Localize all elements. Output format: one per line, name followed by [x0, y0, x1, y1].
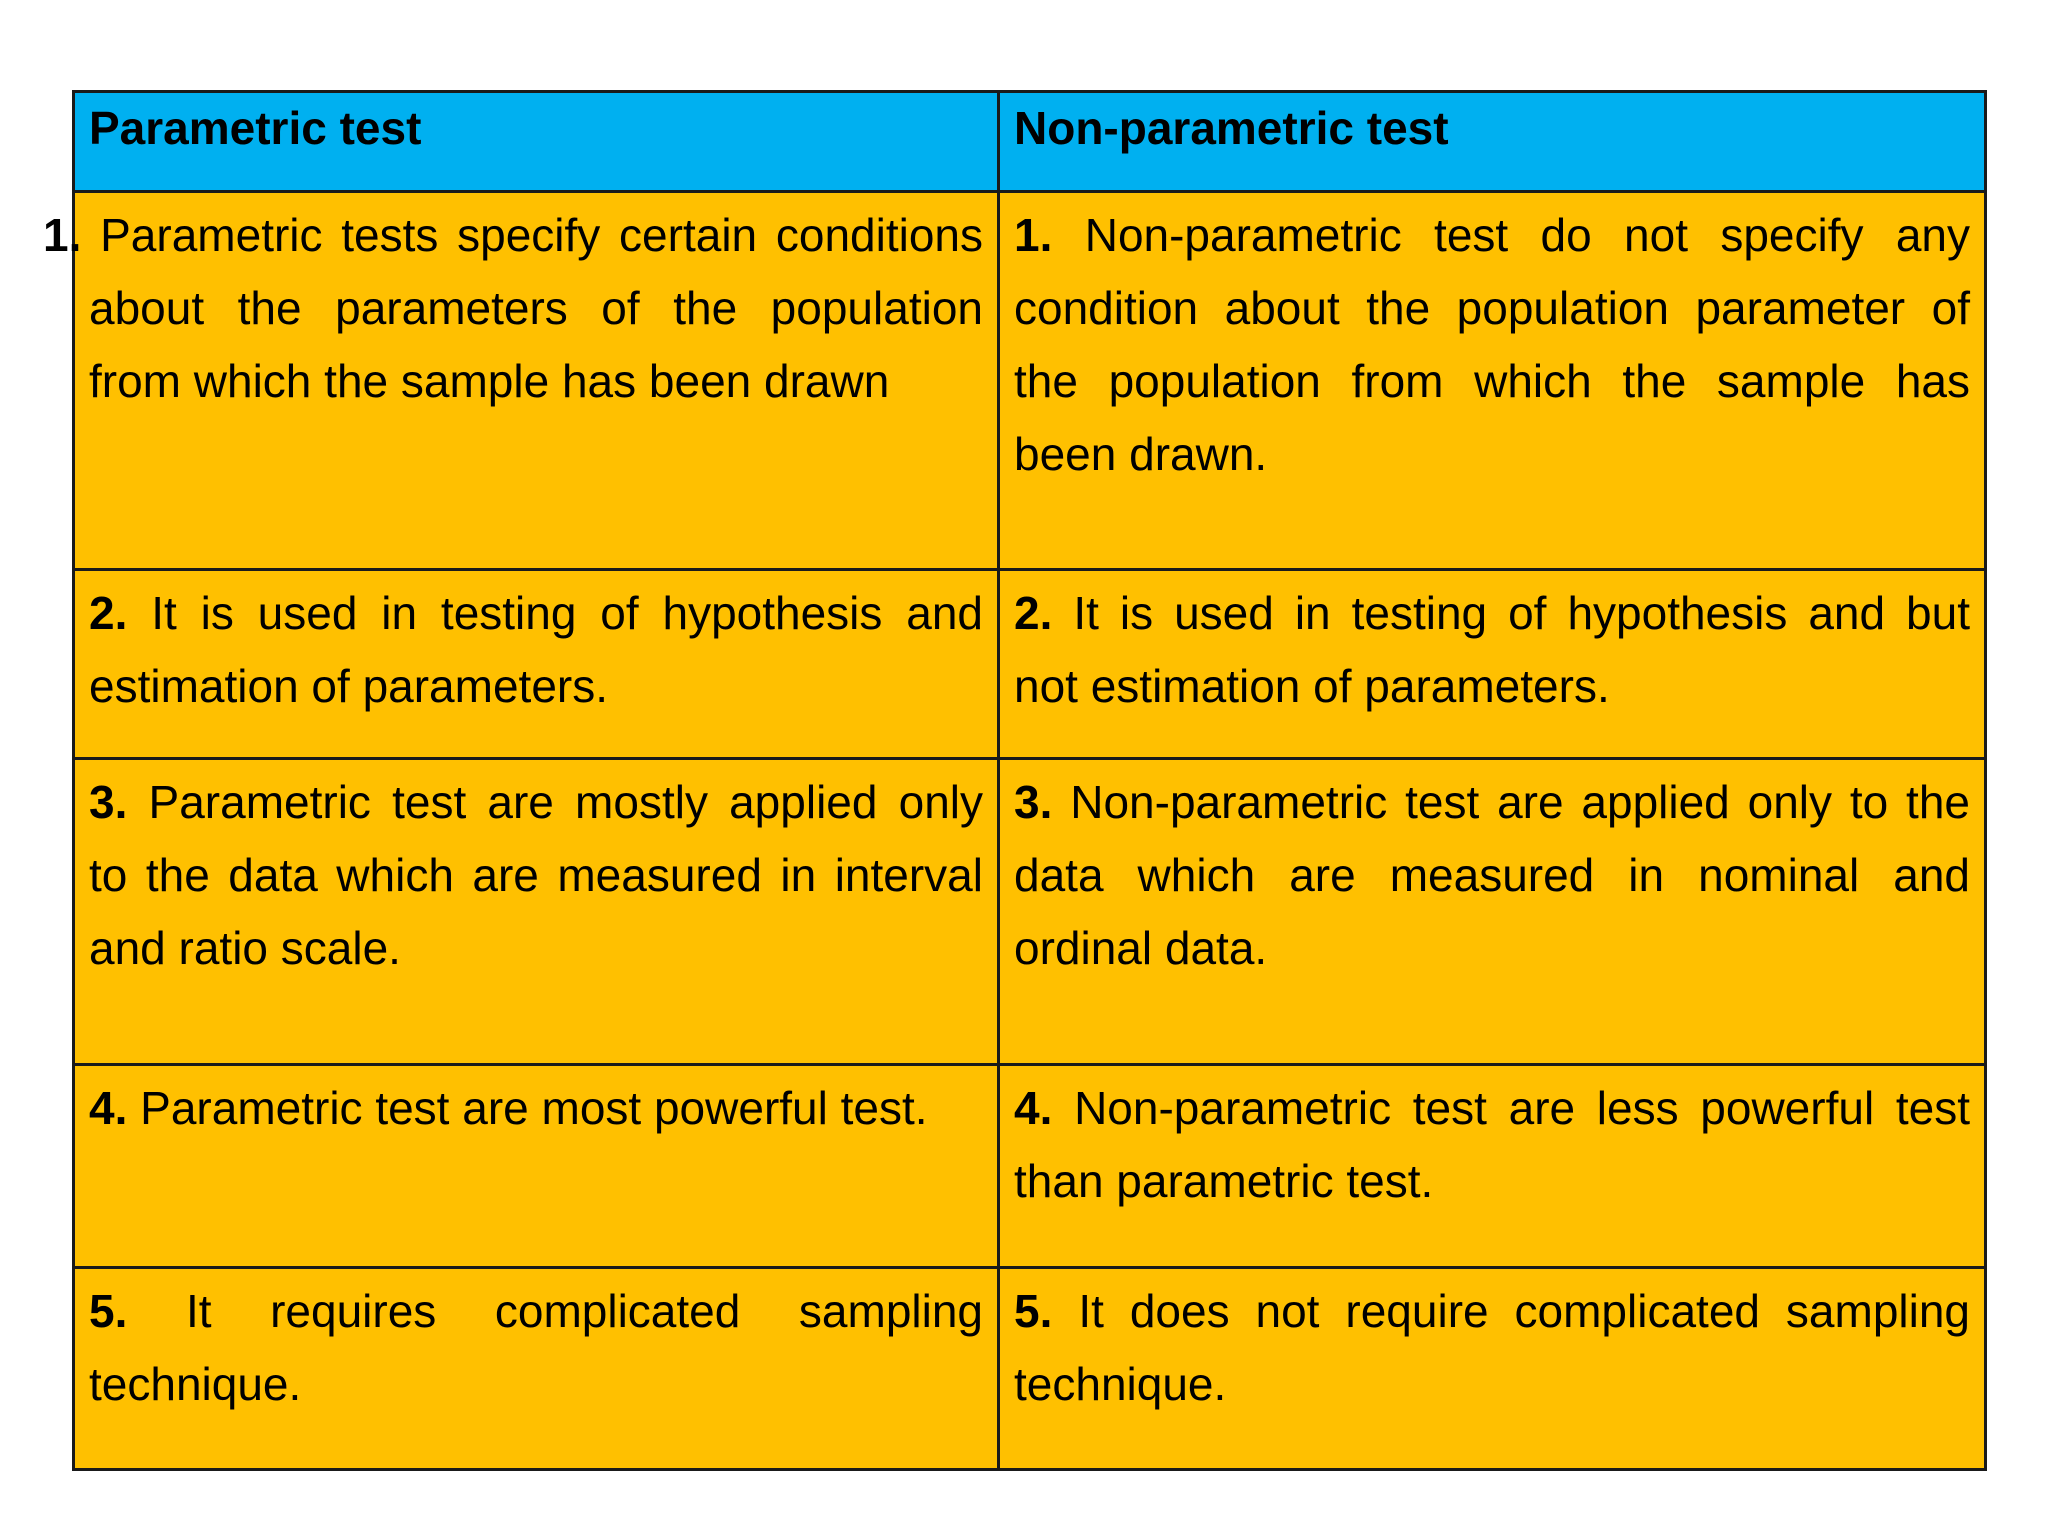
parametric-cell — [74, 1065, 999, 1268]
item-number: 1. — [1014, 209, 1053, 261]
parametric-cell — [43, 192, 999, 570]
header-parametric-test: Parametric test — [74, 92, 999, 192]
item-number: 3. — [1014, 776, 1053, 828]
item-text: Non-parametric test are applied only to the data which are measured in nominal and ordinal data. — [1014, 776, 1971, 974]
table-row — [74, 1065, 1986, 1268]
item-number: 1. — [43, 209, 82, 261]
item-text: Parametric test are most powerful test. — [140, 1082, 928, 1134]
item-number: 4. — [1014, 1082, 1053, 1134]
non-parametric-cell — [999, 1268, 1986, 1470]
item-number: 5. — [1014, 1285, 1053, 1337]
item-number: 2. — [1014, 587, 1053, 639]
parametric-cell — [74, 1268, 999, 1470]
parametric-cell — [74, 759, 999, 1065]
item-number: 5. — [89, 1285, 128, 1337]
table-row — [74, 759, 1986, 1065]
item-text: Parametric tests specify certain conditions about the parameters of the population from which the sample has been drawn — [89, 209, 983, 407]
non-parametric-cell — [999, 570, 1986, 759]
item-text: Non-parametric test are less powerful test than parametric test. — [1014, 1082, 1970, 1207]
non-parametric-cell — [999, 1065, 1986, 1268]
comparison-table — [43, 90, 1987, 1471]
table-header-row — [74, 92, 1986, 192]
table-row — [74, 1268, 1986, 1470]
item-text: Parametric test are mostly applied only to the data which are measured in interval and ratio scale. — [89, 776, 984, 974]
item-text: It requires complicated sampling technique. — [89, 1285, 984, 1410]
table-row — [74, 570, 1986, 759]
item-number: 4. — [89, 1082, 128, 1134]
parametric-cell — [74, 570, 999, 759]
item-text: It is used in testing of hypothesis and estimation of parameters. — [89, 587, 983, 712]
item-number: 2. — [89, 587, 128, 639]
item-number: 3. — [89, 776, 128, 828]
non-parametric-cell — [999, 759, 1986, 1065]
non-parametric-cell — [999, 192, 1986, 570]
item-text: It is used in testing of hypothesis and but not estimation of parameters. — [1014, 587, 1971, 712]
header-non-parametric-test: Non-parametric test — [999, 92, 1986, 192]
item-text: Non-parametric test do not specify any condition about the population parameter of the population from which the sample has been drawn. — [1014, 209, 1970, 480]
item-text: It does not require complicated sampling technique. — [1014, 1285, 1971, 1410]
table-row — [74, 192, 1986, 570]
